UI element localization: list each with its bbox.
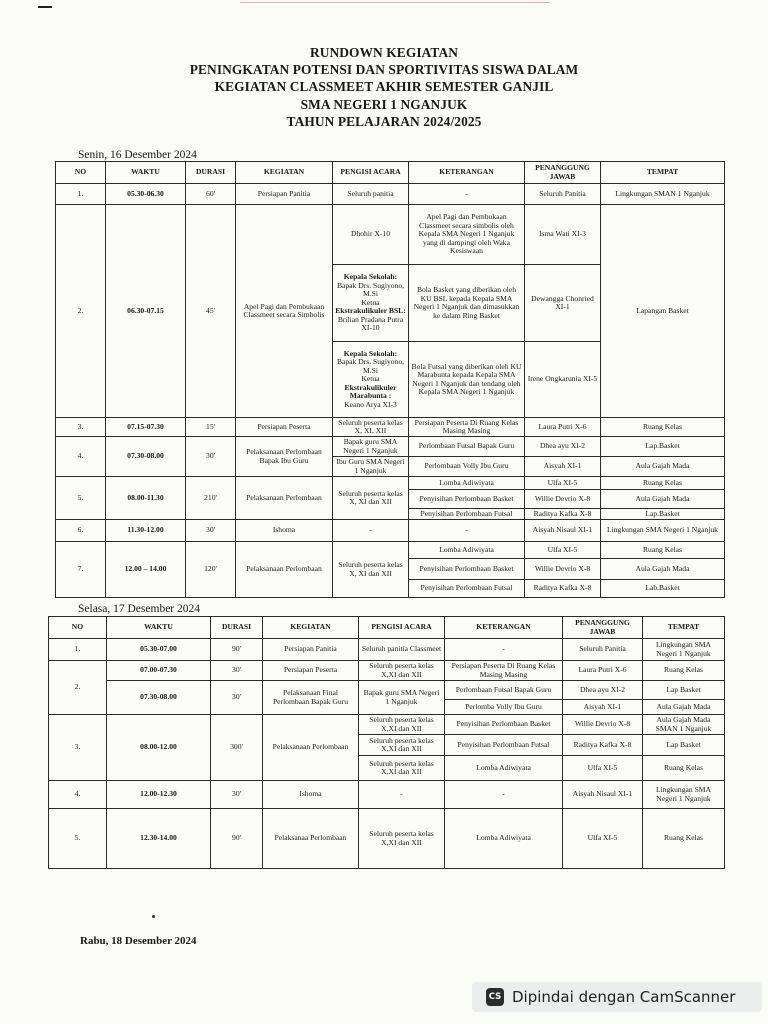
header-waktu: WAKTU [106,162,186,184]
header-durasi: DURASI [211,617,263,639]
cell-keterangan: Bola Futsal yang diberikan oleh KU Marabunta kepada Kepala SMA Negeri 1 Nganjuk dan tendang oleh Kepala SMA Negeri 1 Nganjuk [409,342,525,418]
cell-pengisi: - [333,520,409,542]
cell-durasi: 60' [186,184,236,205]
header-keterangan: KETERANGAN [445,617,563,639]
cell-durasi: 30' [186,437,236,477]
cell-pj: Seluruh Panitia [563,639,643,661]
camscanner-text: Dipindai dengan CamScanner [512,988,736,1006]
cell-no: 1. [56,184,106,205]
cell-keterangan: Perlombaan Futsal Bapak Guru [409,437,525,457]
cell-keterangan: Lomba Adiwiyata [445,756,563,781]
table-row [49,715,725,735]
cell-kegiatan: Persiapan Peserta [236,418,333,437]
cell-durasi: 45' [186,205,236,418]
cell-durasi: 120' [186,542,236,598]
title-line-2: PENINGKATAN POTENSI DAN SPORTIVITAS SISWA DALAM [189,62,579,78]
cell-kegiatan: Pelaksanaan Perlombaan [236,477,333,520]
pengisi-name: Brilian Pradana Putra XI-10 [337,314,404,333]
cell-waktu: 06.30-07.15 [106,205,186,418]
pengisi-heading: Ekstrakulikuler Marabunta : [344,382,397,401]
cell-keterangan: - [409,184,525,205]
table-header-row [49,617,725,639]
cell-tempat: Aula Gajah Mada [643,700,725,715]
cell-tempat: Ruang Kelas [643,661,725,681]
cell-tempat: Lap.Basket [601,437,725,457]
cell-waktu: 05.30-07.00 [107,639,211,661]
pengisi-heading: Kepala Sekolah: [343,348,398,358]
cell-pj: Ulfa XI-5 [525,477,601,490]
header-no: NO [49,617,107,639]
pengisi-role: Ketua [361,374,380,384]
cell-tempat: Aula Gajah Mada [601,457,725,477]
cell-no: 7. [56,542,106,598]
cell-tempat: Lingkungan SMA Negeri 1 Nganjuk [643,781,725,809]
table-row [56,477,725,490]
cell-durasi: 30' [186,520,236,542]
cell-pengisi: - [359,781,445,809]
table-header-row [56,162,725,184]
pengisi-name: Bapak Drs. Sugiyono, M.Si [336,280,405,299]
day1-label: Senin, 16 Desember 2024 [78,149,197,161]
cell-keterangan: Penyisihan Perlombaan Basket [445,715,563,735]
cell-pj: Laura Putri X-6 [563,661,643,681]
cell-tempat: Ruang Kelas [643,756,725,781]
cell-waktu: 12.00-12.30 [107,781,211,809]
table-row [56,205,725,265]
cell-kegiatan: Persiapan Panitia [263,639,359,661]
cell-no: 4. [56,437,106,477]
cell-pj: Isma Wati XI-3 [525,205,601,265]
cell-keterangan: Persiapan Peserta Di Ruang Kelas Masing Masing [445,661,563,681]
cell-durasi: 90' [211,809,263,869]
cell-kegiatan: Pelaksanaan Final Perlombaan Bapak Guru [263,681,359,715]
cell-pengisi: Seluruh peserta kelas X,XI dan XII [359,756,445,781]
table-row [49,639,725,661]
cell-tempat: Lingkungan SMA Negeri 1 Nganjuk [643,639,725,661]
day3-label: Rabu, 18 Desember 2024 [80,935,197,947]
cell-keterangan: Perlomba Volly Ibu Guru [445,700,563,715]
cell-pj: Willie Devrio X-8 [525,490,601,509]
cell-pj: Irene Ongkarunia XI-5 [525,342,601,418]
cell-no: 3. [56,418,106,437]
table-row [56,437,725,457]
header-penanggung: PENANGGUNG JAWAB [563,617,643,639]
cell-pj: Aisyah Nisaul XI-1 [525,520,601,542]
cell-tempat: Aula Gajah Mada SMAN 1 Nganjuk [643,715,725,735]
cell-tempat: Lingkungan SMA Negeri 1 Nganjuk [601,520,725,542]
cell-keterangan: Perlombaan Futsal Bapak Guru [445,681,563,700]
cell-durasi: 30' [211,781,263,809]
scan-edge-line [240,2,550,3]
pengisi-name: Keano Arya XI-3 [344,399,397,409]
header-no: NO [56,162,106,184]
cell-tempat: Lapangan Basket [601,205,725,418]
cell-keterangan: Penyisihan Perlombaan Basket [409,559,525,580]
cell-no: 2. [56,205,106,418]
header-durasi: DURASI [186,162,236,184]
cell-keterangan: Penyisihan Perlombaan Basket [409,490,525,509]
pengisi-role: Ketua [361,297,380,307]
cell-pj: Ulfa XI-5 [563,756,643,781]
cell-pj: Dhea ayu XI-2 [525,437,601,457]
cell-keterangan: Lomba Adiwiyata [445,809,563,869]
cell-no: 3. [49,715,107,781]
cell-pj: Willie Devrio X-8 [563,715,643,735]
cell-pengisi: Ibu Guru SMA Negeri 1 Nganjuk [333,457,409,477]
cell-pengisi: Seluruh peserta kelas X,XI dan XII [359,735,445,756]
cell-waktu: 07.30-08.00 [107,681,211,715]
cell-tempat: Ruang Kelas [601,477,725,490]
header-pengisi: PENGISI ACARA [359,617,445,639]
cell-pj: Dewangga Chonried XI-1 [525,265,601,342]
cell-tempat: Lingkungan SMAN 1 Nganjuk [601,184,725,205]
cell-no: 4. [49,781,107,809]
cell-pengisi: Bapak guru SMA Negeri 1 Nganjuk [359,681,445,715]
cell-kegiatan: Pelaksanaan Perlombaan Bapak Ibu Guru [236,437,333,477]
cell-tempat: Lap Basket [643,735,725,756]
cell-kegiatan: Pelaksanaan Perlombaan [263,715,359,781]
header-kegiatan: KEGIATAN [263,617,359,639]
scan-edge-mark [38,6,52,8]
cell-tempat: Aula Gajah Mada [601,490,725,509]
cell-tempat: Lap.Basket [601,509,725,520]
cell-pengisi: Seluruh peserta kelas X,XI dan XII [359,809,445,869]
header-penanggung: PENANGGUNG JAWAB [525,162,601,184]
cell-tempat: Lab.Basket [601,580,725,598]
cell-pj: Seluruh Panitia [525,184,601,205]
header-tempat: TEMPAT [601,162,725,184]
table-row [56,418,725,437]
cell-pengisi: Dhohir X-10 [333,205,409,265]
cell-waktu: 12.30-14.00 [107,809,211,869]
document-title [0,44,768,130]
schedule-table-day2 [48,616,725,869]
table-row [49,681,725,700]
table-row [49,781,725,809]
cell-waktu: 07.15-07.30 [106,418,186,437]
cell-pj: Raditya Kafka X-8 [525,580,601,598]
cell-keterangan: Apel Pagi dan Pembukaan Classmeet secara simbolis oleh Kepala SMA Negeri 1 Nganjuk yang di dampingi oleh Waka Kesiswaan [409,205,525,265]
cell-no: 2. [49,661,107,715]
cell-durasi: 15' [186,418,236,437]
cell-tempat: Ruang Kelas [601,542,725,559]
cell-pj: Laura Putri X-6 [525,418,601,437]
table-row [56,520,725,542]
cell-kegiatan: Pelaksanaa Perlombaan [263,809,359,869]
title-line-5: TAHUN PELAJARAN 2024/2025 [286,113,482,129]
pengisi-name: Bapak Drs. Sugiyono, M.Si [336,357,405,375]
header-keterangan: KETERANGAN [409,162,525,184]
cell-pengisi: Seluruh peserta kelas X,XI dan XII [359,661,445,681]
cell-pj: Aisyah XI-1 [563,700,643,715]
cell-no: 5. [56,477,106,520]
cell-kegiatan: Pelaksanaan Perlombaan [236,542,333,598]
cell-pengisi: Seluruh panitia Classmeet [359,639,445,661]
cell-tempat: Lap Basket [643,681,725,700]
header-kegiatan: KEGIATAN [236,162,333,184]
cell-pj: Raditya Kafka X-8 [525,509,601,520]
cell-pj: Willie Devrio X-8 [525,559,601,580]
cell-pengisi: Seluruh peserta kelas X, XI dan XII [333,542,409,598]
cell-keterangan: Penyisihan Perlombaan Futsal [409,580,525,598]
cell-pengisi [333,265,409,342]
cell-waktu: 07.30-08.00 [106,437,186,477]
cell-keterangan: Lomba Adiwiyata [409,477,525,490]
camscanner-logo-icon: CS [486,988,504,1006]
cell-waktu: 05.30-06.30 [106,184,186,205]
cell-pj: Ulfa XI-5 [525,542,601,559]
cell-keterangan: Perlombaan Volly Ibu Guru [409,457,525,477]
cell-kegiatan: Persiapan Peserta [263,661,359,681]
cell-tempat: Ruang Kelas [643,809,725,869]
cell-pengisi: Seluruh panitia [333,184,409,205]
cell-waktu: 08.00-12.00 [107,715,211,781]
cell-durasi: 30' [211,661,263,681]
cell-no: 5. [49,809,107,869]
cell-pengisi: Seluruh peserta kelas X, XI, XII [333,418,409,437]
table-row [56,542,725,559]
cell-keterangan: Penyisihan Perlombaan Futsal [409,509,525,520]
cell-durasi: 90' [211,639,263,661]
cell-pj: Ulfa XI-5 [563,809,643,869]
cell-no: 6. [56,520,106,542]
cell-pengisi: Bapak guru SMA Negeri 1 Nganjuk [333,437,409,457]
ink-dot [152,915,155,918]
cell-kegiatan: Ishoma [263,781,359,809]
header-tempat: TEMPAT [643,617,725,639]
cell-kegiatan: Apel Pagi dan Pembukaan Classmeet secara Simbolis [236,205,333,418]
cell-keterangan: - [409,520,525,542]
cell-durasi: 210' [186,477,236,520]
cell-tempat: Ruang Kelas [601,418,725,437]
table-row [49,809,725,869]
title-line-4: SMA NEGERI 1 NGANJUK [300,96,468,112]
cell-waktu: 08.00-11.30 [106,477,186,520]
cell-waktu: 11.30-12.00 [106,520,186,542]
pengisi-heading: Kepala Sekolah: [343,272,398,282]
cell-pj: Aisyah XI-1 [525,457,601,477]
cell-keterangan: Lomba Adiwiyata [409,542,525,559]
cell-kegiatan: Persiapan Panitia [236,184,333,205]
cell-pengisi [333,342,409,418]
header-pengisi: PENGISI ACARA [333,162,409,184]
table-row [49,661,725,681]
cell-pengisi: Seluruh peserta kelas X,XI dan XII [359,715,445,735]
cell-tempat: Aula Gajah Mada [601,559,725,580]
schedule-table-day1 [55,161,725,598]
cell-pj: Raditya Kafka X-8 [563,735,643,756]
cell-waktu: 12.00 – 14.00 [106,542,186,598]
pengisi-heading: Ekstrakulikuler BSL: [335,306,406,316]
cell-no: 1. [49,639,107,661]
cell-keterangan: - [445,781,563,809]
cell-keterangan: Penyisihan Perlombaan Futsal [445,735,563,756]
cell-keterangan: Persiapan Peserta Di Ruang Kelas Masing Masing [409,418,525,437]
cell-waktu: 07.00-07.30 [107,661,211,681]
title-line-3: KEGIATAN CLASSMEET AKHIR SEMESTER GANJIL [214,79,554,95]
table-row [56,184,725,205]
header-waktu: WAKTU [107,617,211,639]
cell-pj: Aisyah Nisaul XI-1 [563,781,643,809]
cell-pj: Dhea ayu XI-2 [563,681,643,700]
title-line-1: RUNDOWN KEGIATAN [309,45,459,60]
cell-keterangan: Bola Basket yang diberikan oleh KU BSL kepada Kepala SMA Negeri 1 Nganjuk dan dimasukkan ke dalam Ring Basket [409,265,525,342]
cell-pengisi: Seluruh peserta kelas X, XI dan XII [333,477,409,520]
cell-durasi: 300' [211,715,263,781]
camscanner-watermark [472,982,762,1012]
cell-keterangan: - [445,639,563,661]
day2-label: Selasa, 17 Desember 2024 [78,603,200,615]
cell-kegiatan: Ishoma [236,520,333,542]
cell-durasi: 30' [211,681,263,715]
